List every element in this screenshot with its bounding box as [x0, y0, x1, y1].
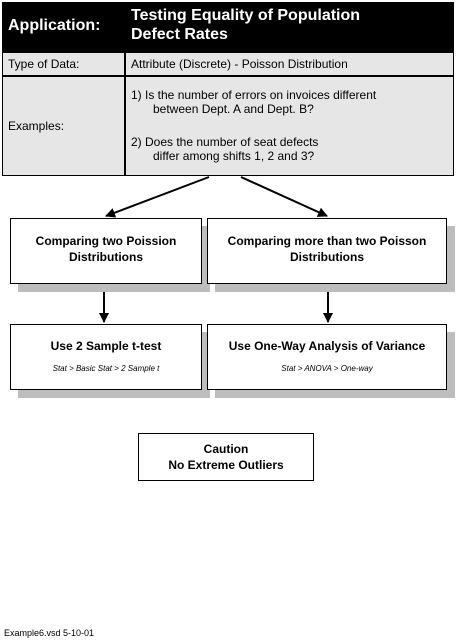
- examples-label: Examples:: [8, 119, 65, 133]
- page-title-line1: Testing Equality of Population: [131, 7, 361, 24]
- compare-more-line1: Comparing more than two Poisson: [227, 234, 427, 248]
- arrow-to-compare-more: [241, 177, 327, 216]
- anova-title: Use One-Way Analysis of Variance: [228, 339, 426, 353]
- file-footer: Example6.vsd 5-10-01: [4, 628, 95, 638]
- application-label: Application:: [8, 17, 101, 34]
- type-of-data-value: Attribute (Discrete) - Poisson Distribution: [131, 57, 348, 71]
- anova-box: [207, 324, 447, 390]
- arrow-to-compare-two: [106, 177, 209, 216]
- type-of-data-label: Type of Data:: [8, 57, 80, 71]
- ttest-menu-path: Stat > Basic Stat > 2 Sample t: [52, 364, 160, 373]
- compare-two-line2: Distributions: [69, 250, 143, 264]
- caution-line1: Caution: [203, 442, 249, 456]
- example2-line2: differ among shifts 1, 2 and 3?: [153, 149, 315, 163]
- example1-line1: 1) Is the number of errors on invoices different: [131, 88, 377, 102]
- ttest-box: [10, 324, 202, 390]
- ttest-title: Use 2 Sample t-test: [50, 339, 162, 353]
- example2-line1: 2) Does the number of seat defects: [131, 135, 319, 149]
- example1-line2: between Dept. A and Dept. B?: [153, 102, 314, 116]
- compare-two-line1: Comparing two Poission: [35, 234, 177, 248]
- compare-more-line2: Distributions: [290, 250, 364, 264]
- page-title-line2: Defect Rates: [131, 26, 228, 43]
- caution-line2: No Extreme Outliers: [168, 458, 284, 472]
- page-title: [131, 6, 431, 44]
- anova-menu-path: Stat > ANOVA > One-way: [281, 364, 373, 373]
